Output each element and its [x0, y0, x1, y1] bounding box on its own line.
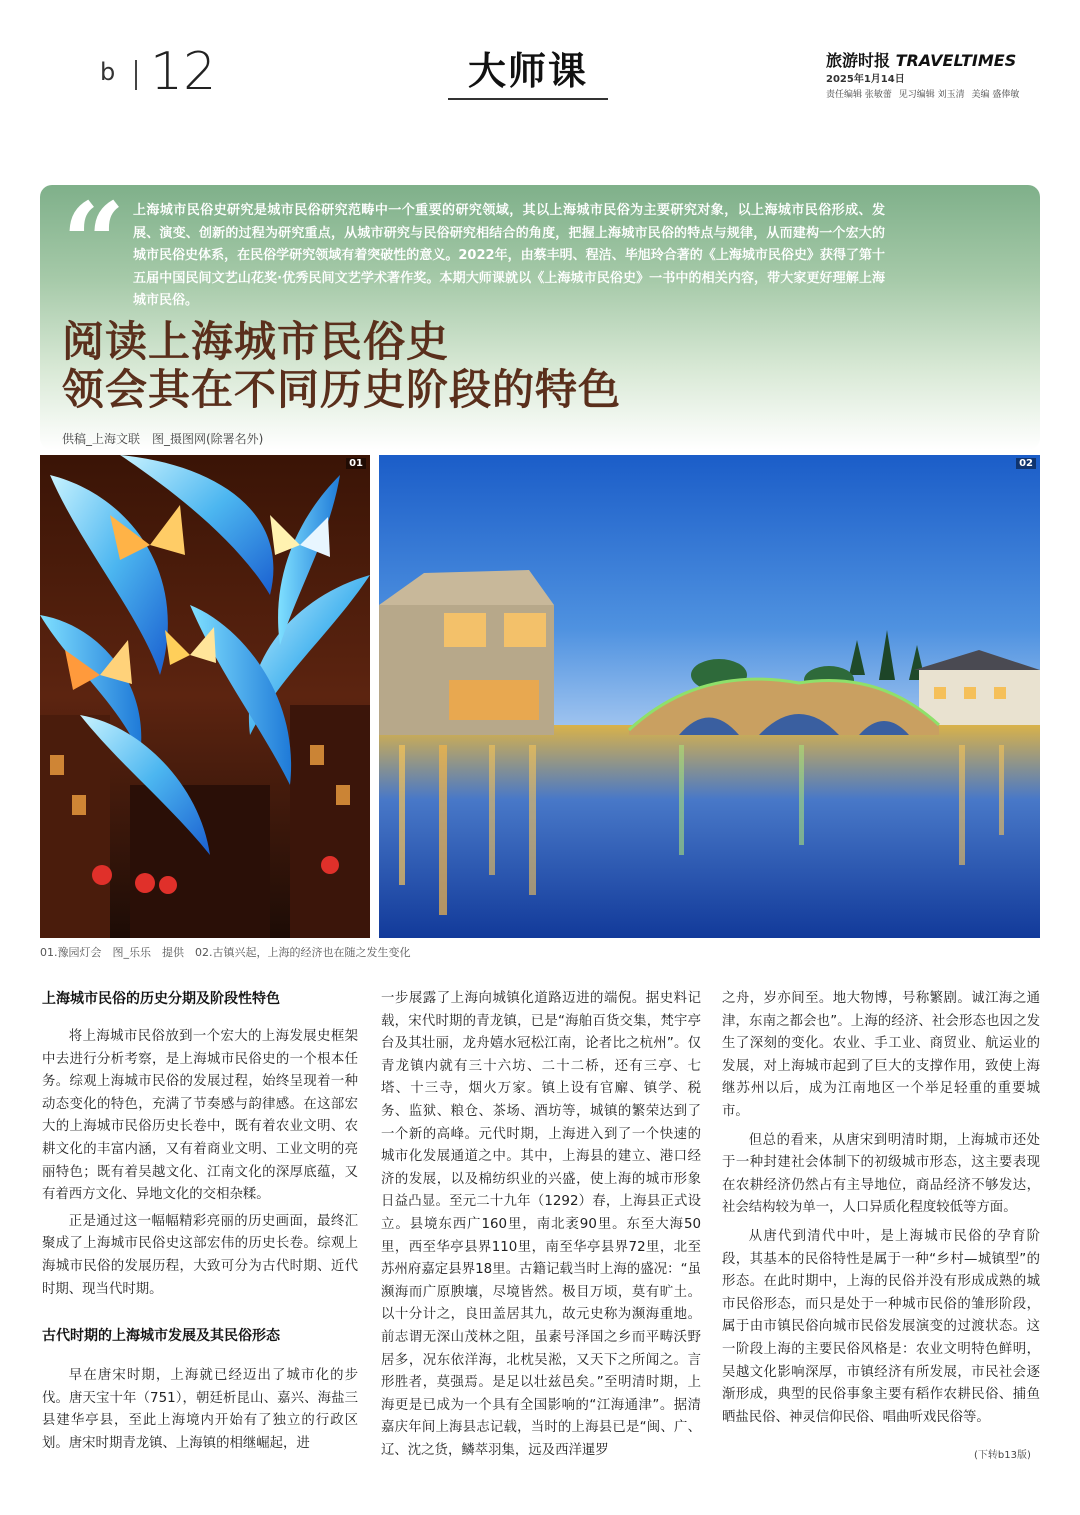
- section-letter: b: [100, 58, 118, 86]
- paragraph: 将上海城市民俗放到一个宏大的上海发展史框架中去进行分析考察，是上海城市民俗史的一个根本任务。综观上海城市民俗的发展过程，始终呈现着一种动态变化的特色，充满了节奏感与韵律感。在这部宏大的上海城市民俗历史长卷中，既有着农业文明、农耕文化的丰富内涵，又有着商业文明、工业文明的亮丽特色；既有着吴越文化、江南文化的深厚底蕴，又有着西方文化、异地文化的交相杂糅。: [42, 1029, 358, 1203]
- article-column-1: [42, 988, 358, 1456]
- intro-summary: 上海城市民俗史研究是城市民俗研究范畴中一个重要的研究领域，其以上海城市民俗为主要研究对象，以上海城市民俗形成、发展、演变、创新的过程为研究重点，从城市研究与民俗研究相结合的角度，把握上海城市民俗的特点与规律，从而建构一个宏大的城市民俗史体系，在民俗学研究领域有着突破性的意义。2022年，由蔡丰明、程洁、毕旭玲合著的《上海城市民俗史》获得了第十五届中国民间文艺山花奖·优秀民间文艺学术著作奖。本期大师课就以《上海城市民俗史》一书中的相关内容，带大家更好理解上海城市民俗。: [133, 203, 885, 308]
- section-heading-ancient-period: 古代时期的上海城市发展及其民俗形态: [42, 1328, 280, 1345]
- editor-credits: [826, 87, 1023, 100]
- editor-credit: 责任编辑 张敏蕾: [826, 90, 892, 100]
- photo-water-town: [379, 455, 1040, 938]
- editor-credit: 见习编辑 刘玉清: [898, 90, 965, 100]
- continued-on-note: (下转b13版): [974, 1450, 1031, 1461]
- headline-line-1: 阅读上海城市民俗史: [62, 317, 450, 366]
- section-heading-periodization: 上海城市民俗的历史分期及阶段性特色: [42, 991, 280, 1007]
- paragraph: 正是通过这一幅幅精彩亮丽的历史画面，最终汇聚成了上海城市民俗史这部宏伟的历史长卷。综观上海城市民俗的发展历程，大致可分为古代时期、近代时期、现当代时期。: [42, 1213, 358, 1297]
- paragraph: 早在唐宋时期，上海就已经迈出了城市化的步伐。唐天宝十年（751），朝廷析昆山、嘉兴、海盐三县建华亭县，至此上海境内开始有了独立的行政区划。唐宋时期青龙镇、上海镇的相继崛起，进: [42, 1368, 358, 1451]
- photo-tag-02: 02: [1016, 458, 1036, 469]
- paragraph: 一步展露了上海向城镇化道路迈进的端倪。据史料记载，宋代时期的青龙镇，已是“海舶百货交集，梵宇亭台及其壮丽，龙舟嬉水冠松江南，论者比之杭州”。仅青龙镇内就有三十六坊、二十二桥，还有三亭、七塔、十三寺，烟火万家。镇上设有官廨、镇学、税务、监狱、粮仓、茶场、酒坊等，城镇的繁荣达到了一个新的高峰。元代时期，上海进入到了一个快速的城市化发展通道之中。其中，上海县的建立、港口经济的发展，以及棉纺织业的兴盛，使上海的城市形象日益凸显。至元二十九年（1292）春，上海县正式设立。县境东西广160里，南北袤90里。东至大海50里，西至华亭县界110里，南至华亭县界72里，北至苏州府嘉定县界18里。古籍记载当时上海的盛况：“虽濒海而广原腴壤，尽境皆然。极目万顷，莫有旷土。以十分计之，良田盖居其九，故元史称为濒海重地。前志谓无深山茂林之阻，虽素号泽国之乡而平畴沃野居多，况东依洋海，北枕吴淞，又天下之所闻之。言形胜者，莫强焉。是足以壮兹邑矣。”至明清时期，上海更是已成为一个具有全国影响的“江海通津”。据清嘉庆年间上海县志记载，当时的上海县已是“闽、广、辽、沈之货，鳞萃羽集，远及西洋暹罗: [381, 991, 701, 1458]
- article-column-2: [381, 988, 701, 1462]
- article-column-3: [722, 988, 1040, 1429]
- column-title-rule: [448, 98, 608, 100]
- lantern-festival-illustration: [40, 455, 370, 938]
- header-divider: [135, 60, 137, 90]
- paragraph: 之舟，岁亦间至。地大物博，号称繁剧。诚江海之通津，东南之都会也”。上海的经济、社会形态也因之发生了深刻的变化。农业、手工业、商贸业、航运业的发展，对上海城市起到了巨大的支撑作用，致使上海继苏州以后，成为江南地区一个举足轻重的重要城市。: [722, 991, 1040, 1119]
- paragraph: 从唐代到清代中叶，是上海城市民俗的孕育阶段，其基本的民俗特性是属于一种“乡村—城镇型”的形态。在此时期中，上海的民俗并没有形成成熟的城市民俗形态，而只是处于一种城市民俗的雏形阶段，属于由市镇民俗向城市民俗发展演变的过渡状态。这一阶段上海的主要民俗风格是：农业文明特色鲜明，吴越文化影响深厚，市镇经济有所发展，市民社会逐渐形成，典型的民俗事象主要有稻作农耕民俗、捕鱼晒盐民俗、神灵信仰民俗、唱曲听戏民俗等。: [722, 1228, 1040, 1425]
- photo-lantern-festival: [40, 455, 370, 938]
- issue-date: 2025年1月14日: [826, 74, 905, 85]
- quote-mark-icon: “: [62, 178, 126, 307]
- article-headline: [62, 318, 621, 414]
- page-number: 12: [150, 42, 217, 102]
- article-credit: 供稿_上海文联 图_摄图网(除署名外): [62, 432, 264, 446]
- water-town-illustration: [379, 455, 1040, 938]
- column-title: 大师课: [467, 49, 588, 93]
- paragraph: 但总的看来，从唐宋到明清时期，上海城市还处于一种封建社会体制下的初级城市形态，这主要表现在农耕经济仍然占有主导地位，商品经济不够发达，社会结构较为单一，人口异质化程度较低等方面。: [722, 1132, 1040, 1216]
- masthead: [826, 48, 1016, 71]
- photo-caption: 01.豫园灯会 图_乐乐 提供 02.古镇兴起，上海的经济也在随之发生变化: [40, 946, 411, 959]
- masthead-en: TRAVELTIMES: [895, 51, 1017, 70]
- editor-credit: 美编 盛俸敏: [971, 90, 1020, 100]
- photo-tag-01: 01: [346, 458, 366, 469]
- masthead-cn: 旅游时报: [826, 51, 891, 70]
- headline-line-2: 领会其在不同历史阶段的特色: [62, 365, 622, 414]
